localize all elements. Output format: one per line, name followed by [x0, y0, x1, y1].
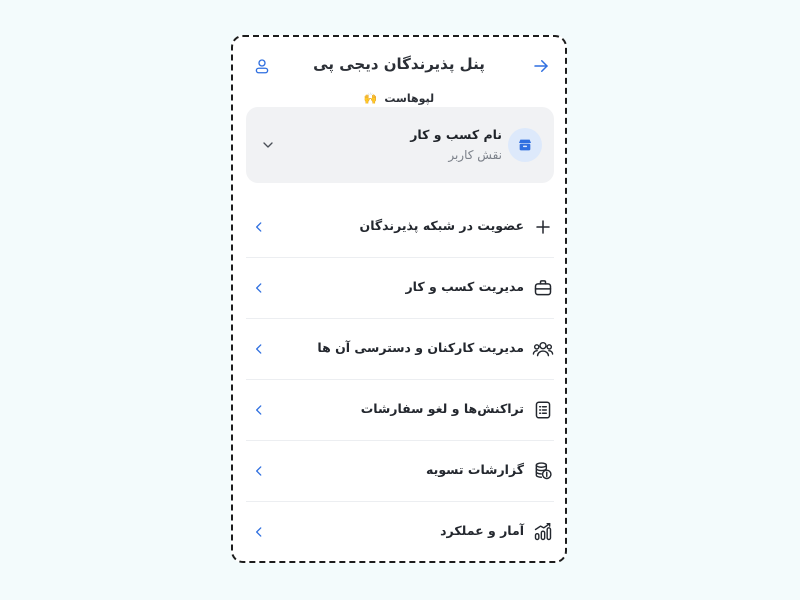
business-avatar	[508, 128, 542, 162]
plus-icon	[534, 218, 552, 236]
store-icon	[517, 137, 533, 153]
brand-name: لپوهاست	[384, 92, 435, 105]
user-icon	[253, 57, 271, 75]
raising-hands-icon: 🙌	[363, 92, 378, 105]
menu-list	[246, 197, 554, 562]
business-name: نام کسب و کار	[410, 127, 502, 142]
menu-item-label: تراکنش‌ها و لغو سفارشات	[360, 401, 524, 416]
menu-item-transactions[interactable]	[246, 380, 554, 441]
chevron-left-icon	[252, 402, 266, 418]
menu-item-settlement-reports[interactable]	[246, 441, 554, 502]
user-role: نقش کاربر	[448, 148, 502, 162]
chevron-left-icon	[252, 219, 266, 235]
menu-item-staff-management[interactable]	[246, 319, 554, 380]
menu-item-label: مدیریت کسب و کار	[405, 279, 524, 294]
menu-item-label: آمار و عملکرد	[440, 523, 524, 538]
briefcase-icon	[533, 278, 553, 298]
menu-item-label: مدیریت کارکنان و دسترسی آن ها	[317, 340, 524, 355]
merchant-panel	[231, 35, 567, 563]
business-brand-label	[233, 92, 565, 105]
menu-item-join-network[interactable]	[246, 197, 554, 258]
chevron-left-icon	[252, 341, 266, 357]
chevron-left-icon	[252, 524, 266, 540]
receipt-icon	[534, 400, 552, 420]
business-selector[interactable]	[246, 107, 554, 183]
chevron-left-icon	[252, 463, 266, 479]
header	[233, 51, 565, 81]
menu-item-statistics[interactable]	[246, 502, 554, 562]
chevron-down-icon[interactable]	[260, 137, 276, 153]
page-title: پنل پذیرندگان دیجی پی	[313, 55, 485, 73]
menu-item-label: گزارشات تسویه	[426, 462, 524, 477]
chart-icon	[533, 522, 553, 542]
coins-icon	[533, 461, 553, 481]
users-icon	[532, 339, 554, 359]
profile-button[interactable]	[250, 54, 274, 78]
menu-item-label: عضویت در شبکه پذیرندگان	[359, 218, 524, 233]
menu-item-business-management[interactable]	[246, 258, 554, 319]
chevron-left-icon	[252, 280, 266, 296]
